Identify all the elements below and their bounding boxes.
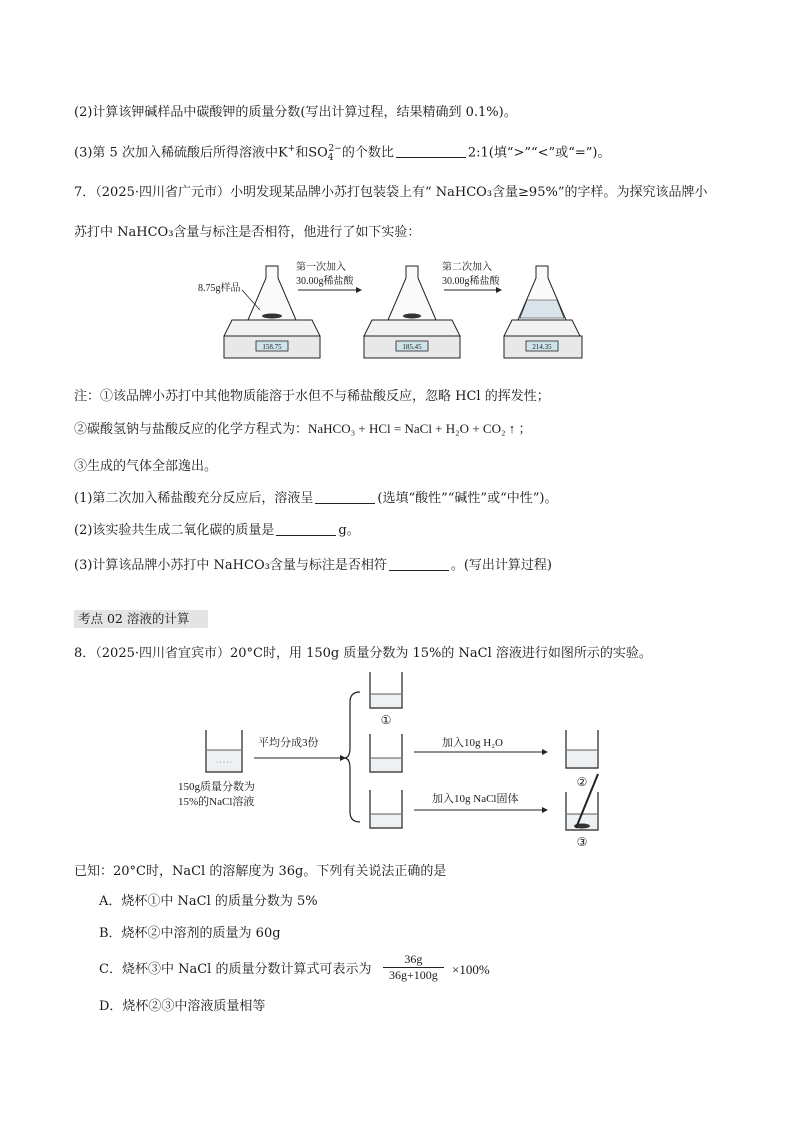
q7-sub1-blank[interactable] <box>315 492 375 504</box>
q8-experiment-figure <box>170 668 600 846</box>
q7-note3: ③生成的气体全部逸出。 <box>74 459 218 474</box>
q6-sub3-ion: 和SO <box>295 145 328 161</box>
q8-stem: 8．（2025·四川省宜宾市）20°C时，用 150g 质量分数为 15%的 NaCl 溶液进行如图所示的实验。 <box>74 646 652 661</box>
beaker-2-initial <box>370 734 402 772</box>
option-c-fraction <box>383 952 444 983</box>
q7-stem-line2: 苏打中 NaHCO₃含量与标注是否相符，他进行了如下实验： <box>74 225 421 240</box>
q6-sub3-text: (3)第 5 次加入稀硫酸后所得溶液中K <box>74 145 288 161</box>
q7-sub1-post: (选填“酸性”“碱性”或“中性”)。 <box>377 491 558 506</box>
option-a[interactable]: A．烧杯①中 NaCl 的质量分数为 5% <box>99 894 318 909</box>
q8-known: 已知：20°C时，NaCl 的溶解度为 36g。下列有关说法正确的是 <box>74 864 447 879</box>
q7-sub3 <box>74 557 552 575</box>
q6-sub3-blank[interactable] <box>396 146 466 158</box>
q6-sub2: (2)计算该钾碱样品中碳酸钾的质量分数(写出计算过程，结果精确到 0.1%)。 <box>74 105 517 120</box>
q7-stem-line1: 7．（2025·四川省广元市）小明发现某品牌小苏打包装袋上有“ NaHCO₃含量≥95%”的字样。为探究该品牌小 <box>74 185 708 200</box>
beaker-2-result <box>566 730 598 768</box>
option-c[interactable] <box>99 961 371 979</box>
beaker-mark-2: ② <box>576 775 588 789</box>
split-label: 平均分成3份 <box>258 737 319 749</box>
source-label-2: 15%的NaCl溶液 <box>178 796 255 808</box>
step1-label-1: 第一次加入 <box>296 262 346 273</box>
source-beaker <box>206 730 242 772</box>
beaker-mark-1: ① <box>380 713 392 727</box>
q6-sub3-ratio: 的个数比 <box>341 145 394 161</box>
q7-sub1 <box>74 490 557 508</box>
scale-reading-2: 185.45 <box>402 343 422 351</box>
q7-sub1-text: (1)第二次加入稀盐酸充分反应后，溶液呈 <box>74 491 314 506</box>
q7-note1: 注：①该品牌小苏打中其他物质能溶于水但不与稀盐酸反应，忽略 HCl 的挥发性； <box>74 389 550 404</box>
step1-label-2: 30.00g稀盐酸 <box>296 276 354 287</box>
section-tag: 考点 02 溶液的计算 <box>74 610 208 628</box>
q7-sub3-blank[interactable] <box>389 559 449 571</box>
q6-sub3-post: 2:1(填“>”“<”或“=”)。 <box>467 145 611 161</box>
fraction-denominator: 36g+100g <box>389 968 438 982</box>
q7-sub2-blank[interactable] <box>276 524 336 536</box>
q7-note2-text: ②碳酸氢钠与盐酸反应的化学方程式为： <box>74 422 309 437</box>
q7-sub2-text: (2)该实验共生成二氧化碳的质量是 <box>74 523 275 538</box>
step2-label-1: 第二次加入 <box>442 262 492 273</box>
add-water-label: 加入10g H₂O <box>442 737 503 749</box>
beaker-mark-3: ③ <box>576 835 588 846</box>
q7-sub2 <box>74 522 360 540</box>
q6-sub3: (3)第 5 次加入稀硫酸后所得溶液中K+和$SO_4^{2-}$的个数比 2:1(填“>”“<”或“=”)。 <box>74 144 611 163</box>
sample-label: 8.75g样品 <box>198 283 241 294</box>
q7-experiment-figure <box>196 258 596 370</box>
scale-3 <box>504 266 582 358</box>
q7-sub2-post: g。 <box>338 523 360 538</box>
source-label-1: 150g质量分数为 <box>178 781 255 793</box>
option-c-text: C．烧杯③中 NaCl 的质量分数计算式可表示为 <box>99 962 372 977</box>
svg-text:· · · · ·: · · · · · <box>216 760 232 766</box>
q7-note2 <box>74 420 532 439</box>
step2-label-2: 30.00g稀盐酸 <box>442 276 500 287</box>
beaker-1 <box>370 672 402 708</box>
add-nacl-label: 加入10g NaCl固体 <box>432 793 519 805</box>
beaker-3-initial <box>370 790 402 828</box>
q7-sub3-text: (3)计算该品牌小苏打中 NaHCO₃含量与标注是否相符 <box>74 558 387 573</box>
q7-sub3-post: 。(写出计算过程) <box>450 558 552 573</box>
scale-reading-1: 158.75 <box>262 343 282 351</box>
q7-equation: NaHCO₃ + HCl = NaCl + H₂O + CO₂ ↑ ； <box>308 421 532 436</box>
scale-reading-3: 214.35 <box>532 343 552 351</box>
fraction-numerator: 36g <box>383 952 444 968</box>
option-d[interactable]: D．烧杯②③中溶液质量相等 <box>99 999 266 1014</box>
option-b[interactable]: B．烧杯②中溶剂的质量为 60g <box>99 926 281 941</box>
option-c-post: ×100% <box>452 962 490 977</box>
